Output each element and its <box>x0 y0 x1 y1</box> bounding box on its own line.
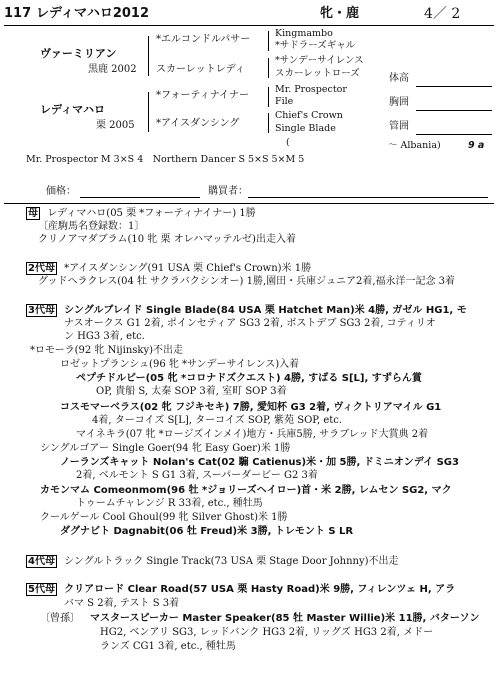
g3-line-2: ン HG3 3着, etc. <box>64 331 145 342</box>
g2-line-2: グッドヘラクレス(04 牡 サクラバクシンオー) 1勝,園田・兵庫ジュニア2着,福永洋一記念 3着 <box>38 276 456 287</box>
g3-line-5: ペプチドルビー(05 牝 *コロナドズクエスト) 4勝, すばる S[L], すずらん賞 <box>76 373 422 384</box>
g3-line-0: シングルブレイド Single Blade(84 USA 栗 Hatchet Man)米 4勝, ガゼル HG1, モ <box>64 305 467 316</box>
price-rule <box>4 203 494 204</box>
buyer-line <box>248 197 488 198</box>
inbreeding: Mr. Prospector M 3×S 4 Northern Dancer S 5×S 5×M 5 <box>26 154 305 165</box>
label-cannon: 管囲 <box>389 121 409 132</box>
dam-label: 母 <box>28 208 38 219</box>
sdd: スカーレットローズ <box>275 68 360 79</box>
g3-line-8: 4着, ターコイズ S[L], ターコイズ SOP, 紫苑 SOP, etc. <box>92 415 343 426</box>
dd-brace <box>268 113 269 133</box>
girth-line <box>416 110 492 111</box>
sex-color: 牝・鹿 <box>320 6 360 21</box>
section-g3 <box>26 305 467 318</box>
dam-line-2: 〔産駒馬名登録数：1〕 <box>38 221 145 232</box>
height-line <box>416 86 492 87</box>
price-label: 価格： <box>46 186 76 197</box>
section-dam <box>26 208 256 221</box>
g3-line-3: *ロモーラ(92 牝 Nijinsky)不出走 <box>30 345 184 356</box>
g3-line-7: コスモマーベラス(02 牝 フジキセキ) 7勝, 愛知杯 G3 2着, ヴィクトリアマイル G1 <box>60 402 442 413</box>
dam-name: レディマハロ <box>40 103 106 116</box>
section-g5 <box>26 584 455 597</box>
sd-brace <box>268 58 269 78</box>
buyer-label: 購買者： <box>208 186 248 197</box>
g3-line-13: カモンマム Comeonmom(96 牡 *ジョリーズヘイロー)首・米 2勝, レムセン SG2, マク <box>40 485 452 496</box>
g5-line-5: ランズ CG1 3着, etc., 種牡馬 <box>100 641 236 652</box>
header-rule <box>4 25 494 26</box>
ds-brace <box>268 87 269 107</box>
sire-name: ヴァーミリアン <box>40 47 117 60</box>
dss: Mr. Prospector <box>275 84 347 95</box>
cannon-line <box>416 134 492 135</box>
section-g2 <box>26 263 311 276</box>
g3-line-16: ダグナビト Dagnabit(06 牡 Freud)米 3勝, トレモント S LR <box>60 526 354 537</box>
dam-sire: *フォーティナイナー <box>156 90 249 101</box>
g3-line-12: 2着, ベルモント S G1 3着, スーパーダービー G2 3着 <box>76 470 318 481</box>
dam-color-year: 栗 2005 <box>96 120 135 131</box>
g5-line-0: クリアロード Clear Road(57 USA 栗 Hasty Road)米 9勝, フィレンツェ H, アラ <box>64 584 456 595</box>
sire-brace <box>148 36 149 76</box>
g4-label: 4代母 <box>28 556 55 567</box>
sire-sire: *エルコンドルパサー <box>156 34 251 45</box>
g5-line-4: HG2, ベンアリ SG3, レッドバンク HG3 2着, リッグズ HG3 2着, メドー <box>100 627 434 638</box>
horse-name: レディマハロ2012 <box>36 6 150 21</box>
sire-dam: スカーレットレディ <box>156 64 245 75</box>
paren-open: ( <box>286 137 290 148</box>
label-girth: 胸囲 <box>389 97 409 108</box>
dsd: File <box>275 96 294 107</box>
section-g4 <box>26 556 399 569</box>
family-number: 9 a <box>468 140 485 151</box>
foaling-date: 4／ 2 <box>424 6 461 22</box>
dam-line-3: クリノアマダブラム(10 牝 栗 オレハマッテルゼ)出走入着 <box>38 234 296 245</box>
g4-line-1: シングルトラック Single Track(73 USA 栗 Stage Door Johnny)不出走 <box>64 556 399 567</box>
sss: Kingmambo <box>275 28 333 39</box>
g5-line-1: バマ S 2着, テスト S 3着 <box>64 598 180 609</box>
label-height: 体高 <box>389 73 409 84</box>
ss-brace <box>268 31 269 51</box>
ssd: *サドラーズギャル <box>275 40 356 51</box>
g5-line-2: 〔曾孫〕 <box>40 613 80 624</box>
dam-brace <box>148 92 149 132</box>
lot-number: 117 <box>4 6 32 21</box>
g3-line-6: OP, 貴船 S, 太秦 SOP 3着, 室町 SOP 3着 <box>96 386 287 397</box>
g3-line-4: ロゼットプランシュ(96 牝 *サンデーサイレンス)入着 <box>60 359 300 370</box>
dam-line-1: レディマハロ(05 栗 *フォーティナイナー) 1勝 <box>47 208 256 219</box>
g3-line-14: トゥームチャレンジ R 33着, etc., 種牡馬 <box>76 498 263 509</box>
sds: *サンデーサイレンス <box>275 55 364 66</box>
g3-line-9: マイネキラ(07 牝 *ロージズインメイ)地方・兵庫5勝, サラブレッド大賞典 2着 <box>76 429 429 440</box>
dds: Chief's Crown <box>275 110 343 121</box>
g3-line-1: ナスオークス G1 2着, ポインセティア SG3 2着, ボストデブ SG3 2着, コティリオ <box>64 318 436 329</box>
g3-line-15: クールゲール Cool Ghoul(99 牝 Silver Ghost)米 1勝 <box>40 512 288 523</box>
price-line <box>80 197 200 198</box>
g3-line-10: シングルゴアー Single Goer(94 牝 Easy Goer)米 1勝 <box>40 443 291 454</box>
g3-label: 3代母 <box>28 305 55 316</box>
g3-line-11: ノーランズキャット Nolan's Cat(02 騸 Catienus)米・加 5勝, ドミニオンデイ SG3 <box>60 457 459 468</box>
g5-label: 5代母 <box>28 584 55 595</box>
g5-line-3: マスタースピーカー Master Speaker(85 牡 Master Willie)米 11勝, バターソン <box>90 613 480 624</box>
ddd: Single Blade <box>275 123 336 134</box>
sire-color-year: 黒鹿 2002 <box>88 64 137 75</box>
dam-dam: *アイスダンシング <box>156 118 240 129</box>
g2-label: 2代母 <box>28 263 55 274</box>
g2-line-1: *アイスダンシング(91 USA 栗 Chief's Crown)米 1勝 <box>64 263 312 274</box>
albania: ～ Albania) <box>388 140 441 151</box>
